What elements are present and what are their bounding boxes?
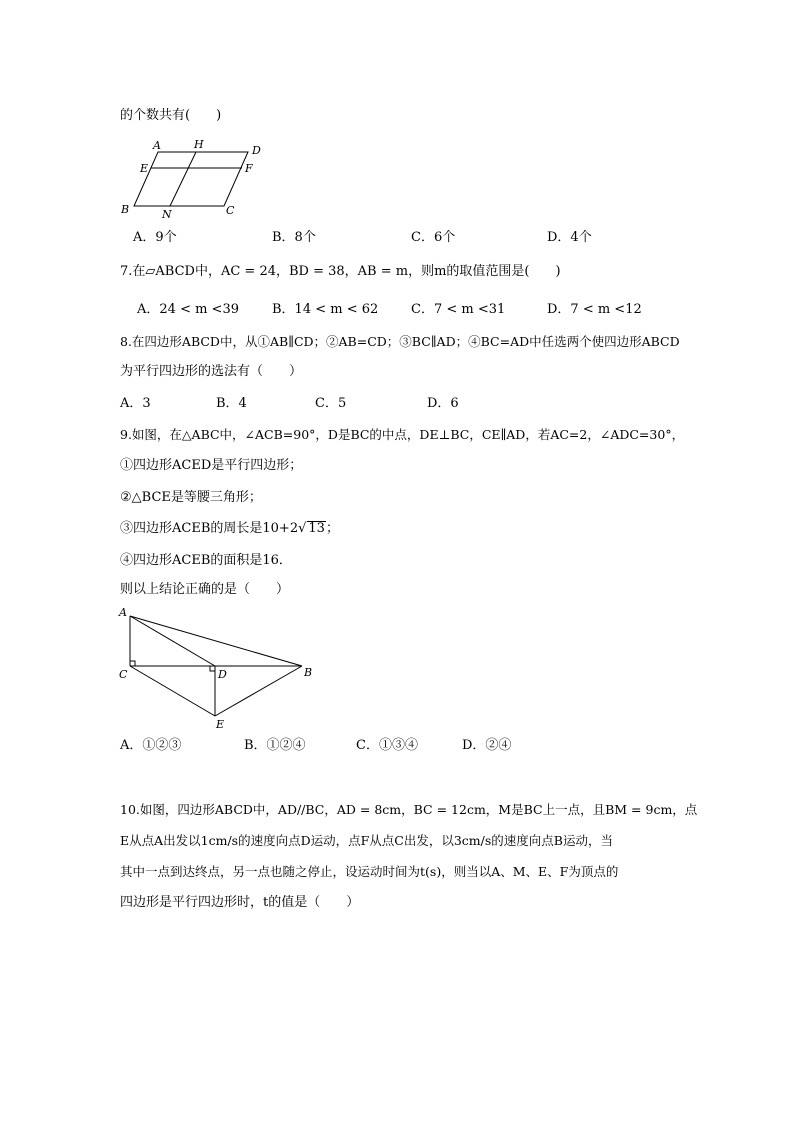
q8-stem-line2: 为平行四边形的选法有（ ） — [120, 364, 303, 379]
q9-option-c: C．①③④ — [356, 738, 418, 753]
q6-option-c: C．6个 — [411, 230, 456, 245]
q6-label-a: A — [153, 139, 161, 152]
q9-statement-3 — [120, 521, 339, 537]
q6-option-d: D．4个 — [547, 230, 592, 245]
q9-statement-1: ①四边形ACED是平行四边形； — [120, 458, 303, 473]
q8-option-b: B．4 — [216, 396, 247, 411]
sqrt-sign: √ — [298, 521, 307, 536]
q7-option-d: D．7 < m <12 — [547, 302, 642, 317]
q6-label-h: H — [194, 138, 204, 151]
q9-label-c: C — [119, 668, 128, 681]
q9-label-d: D — [218, 668, 227, 681]
q9-label-b: B — [304, 666, 313, 679]
q9-statement-3-text: ③四边形ACEB的周长是10+2 — [120, 521, 299, 536]
q8-option-c: C．5 — [315, 396, 347, 411]
q10-line-2: E从点A出发以1cm/s的速度向点D运动，点F从点C出发，以3cm/s的速度向点B运动，当 — [120, 833, 613, 848]
q7-option-b: B．14 < m < 62 — [272, 302, 379, 317]
q7-option-c: C．7 < m <31 — [411, 302, 506, 317]
q10-line-1: 10.如图，四边形ABCD中，AD//BC，AD = 8cm，BC = 12cm，M是BC上一点，且BM = 9cm，点 — [120, 802, 698, 817]
q9-figure — [116, 606, 316, 736]
q7-option-a: A．24 < m <39 — [137, 302, 239, 317]
q9-statement-2: ②△BCE是等腰三角形； — [120, 490, 262, 505]
q6-label-e: E — [140, 162, 149, 175]
q6-option-a: A．9个 — [133, 230, 177, 245]
q6-label-f: F — [245, 162, 253, 175]
q9-option-a: A．①②③ — [120, 738, 182, 753]
q9-ask: 则以上结论正确的是（ ） — [120, 582, 290, 597]
q9-statement-3-radicand: 13 — [308, 521, 325, 536]
q8-stem-line1: 8.在四边形ABCD中，从①AB∥CD；②AB=CD；③BC∥AD；④BC=AD中任选两个使四边形ABCD — [120, 334, 680, 349]
q6-figure — [118, 138, 278, 221]
q7-stem: 7.在▱ABCD中，AC = 24，BD = 38，AB = m，则m的取值范围是( ) — [120, 264, 561, 279]
q6-label-c: C — [226, 204, 235, 217]
q9-label-a: A — [119, 606, 127, 619]
q6-label-d: D — [252, 144, 261, 157]
q6-label-b: B — [121, 203, 130, 216]
q9-statement-3-end: ； — [325, 521, 339, 536]
q9-option-b: B．①②④ — [244, 738, 306, 753]
q6-option-b: B．8个 — [272, 230, 316, 245]
q9-stem: 9.如图，在△ABC中，∠ACB=90°，D是BC的中点，DE⊥BC，CE∥AD，若AC=2，∠ADC=30°， — [120, 427, 685, 442]
q9-label-e: E — [216, 718, 225, 731]
q8-option-d: D．6 — [427, 396, 459, 411]
q10-line-4: 四边形是平行四边形时，t的值是（ ） — [120, 895, 360, 910]
q8-option-a: A．3 — [120, 396, 151, 411]
q9-statement-4: ④四边形ACEB的面积是16． — [120, 553, 292, 568]
q6-label-n: N — [162, 208, 172, 221]
q9-option-d: D．②④ — [462, 738, 512, 753]
q10-line-3: 其中一点到达终点，另一点也随之停止，设运动时间为t(s)，则当以A、M、E、F为顶点的 — [120, 864, 619, 879]
q6-stem-tail: 的个数共有( ) — [120, 108, 222, 123]
